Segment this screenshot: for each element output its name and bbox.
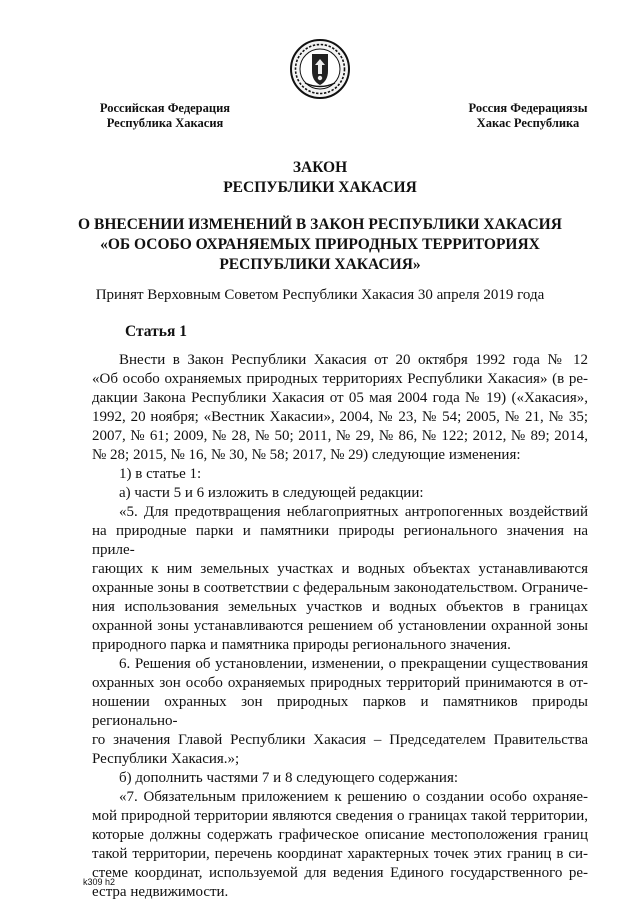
body-line: «7. Обязательным приложением к решению о создании особо охраняе- xyxy=(119,789,588,805)
body-line: а) части 5 и 6 изложить в следующей редакции: xyxy=(119,485,424,501)
header-right-republic: Хакас Республика xyxy=(476,116,580,130)
body-line: Внести в Закон Республики Хакасия от 20 октября 1992 года № 12 xyxy=(119,352,588,368)
header-right xyxy=(448,101,608,131)
law-subject-line2: «ОБ ОСОБО ОХРАНЯЕМЫХ ПРИРОДНЫХ ТЕРРИТОРИЯХ xyxy=(100,236,540,253)
body-line: 1) в статье 1: xyxy=(119,466,202,482)
body-line: ния использования земельных участков и водных объектов в границах xyxy=(92,599,588,615)
body-line: Республики Хакасия.»; xyxy=(92,751,240,767)
body-line: мой природной территории являются сведения о границах такой территории, xyxy=(92,808,588,824)
header-left-republic: Республика Хакасия xyxy=(106,116,224,130)
body-line: б) дополнить частями 7 и 8 следующего содержания: xyxy=(119,770,459,786)
article-body xyxy=(92,351,588,902)
body-line: на природные парки и памятники природы регионального значения на приле- xyxy=(92,523,588,558)
body-line: «5. Для предотвращения неблагоприятных антропогенных воздействий xyxy=(119,504,588,520)
body-line: 6. Решения об установлении, изменении, о прекращении существования xyxy=(119,656,588,672)
body-line: охранной зоны устанавливаются решением об установлении охранной зоны xyxy=(92,618,588,634)
body-line: гающих к ним земельных участках и водных объектах устанавливаются xyxy=(92,561,588,577)
body-line: стеме координат, используемой для ведения Единого государственного ре- xyxy=(92,865,588,881)
body-line: го значения Главой Республики Хакасия – Председателем Правительства xyxy=(92,732,588,748)
body-line: охранных зон особо охраняемых природных территорий принимаются в от- xyxy=(92,675,588,691)
body-line: естра недвижимости. xyxy=(92,884,229,900)
adoption-note: Принят Верховным Советом Республики Хакасия 30 апреля 2019 года xyxy=(95,287,545,303)
law-title-line1: ЗАКОН xyxy=(292,159,348,176)
body-line: которые должны содержать графическое описание местоположения границ xyxy=(92,827,588,843)
body-line: «Об особо охраняемых природных территориях Республики Хакасия» (в ре- xyxy=(92,371,588,387)
body-line: 2007, № 61; 2009, № 28, № 50; 2011, № 29, № 86, № 122; 2012, № 89; 2014, xyxy=(92,428,588,444)
coat-of-arms-icon xyxy=(289,38,351,100)
document-code: k309 h2 xyxy=(83,877,116,887)
law-title-line2: РЕСПУБЛИКИ ХАКАСИЯ xyxy=(223,179,417,196)
law-title xyxy=(0,158,640,198)
body-line: такой территории, перечень координат характерных точек этих границ в си- xyxy=(92,846,588,862)
body-line: № 28; 2015, № 16, № 30, № 58; 2017, № 29) следующие изменения: xyxy=(92,447,521,463)
law-subject xyxy=(0,215,640,275)
header-left xyxy=(80,101,250,131)
body-line: дакции Закона Республики Хакасия от 05 мая 2004 года № 19) («Хакасия», xyxy=(92,390,588,406)
article-heading: Статья 1 xyxy=(125,323,187,340)
header-left-country: Российская Федерация xyxy=(99,101,231,115)
header-right-country: Россия Федерациязы xyxy=(468,101,588,115)
body-line: 1992, 20 ноября; «Вестник Хакасии», 2004, № 23, № 54; 2005, № 21, № 35; xyxy=(92,409,588,425)
body-line: ношении охранных зон природных парков и памятников природы регионально- xyxy=(92,694,588,729)
law-subject-line1: О ВНЕСЕНИИ ИЗМЕНЕНИЙ В ЗАКОН РЕСПУБЛИКИ ХАКАСИЯ xyxy=(78,216,562,233)
body-line: охранные зоны в соответствии с федеральным законодательством. Ограниче- xyxy=(92,580,588,596)
law-subject-line3: РЕСПУБЛИКИ ХАКАСИЯ» xyxy=(219,256,421,273)
body-line: природного парка и памятника природы регионального значения. xyxy=(92,637,511,653)
